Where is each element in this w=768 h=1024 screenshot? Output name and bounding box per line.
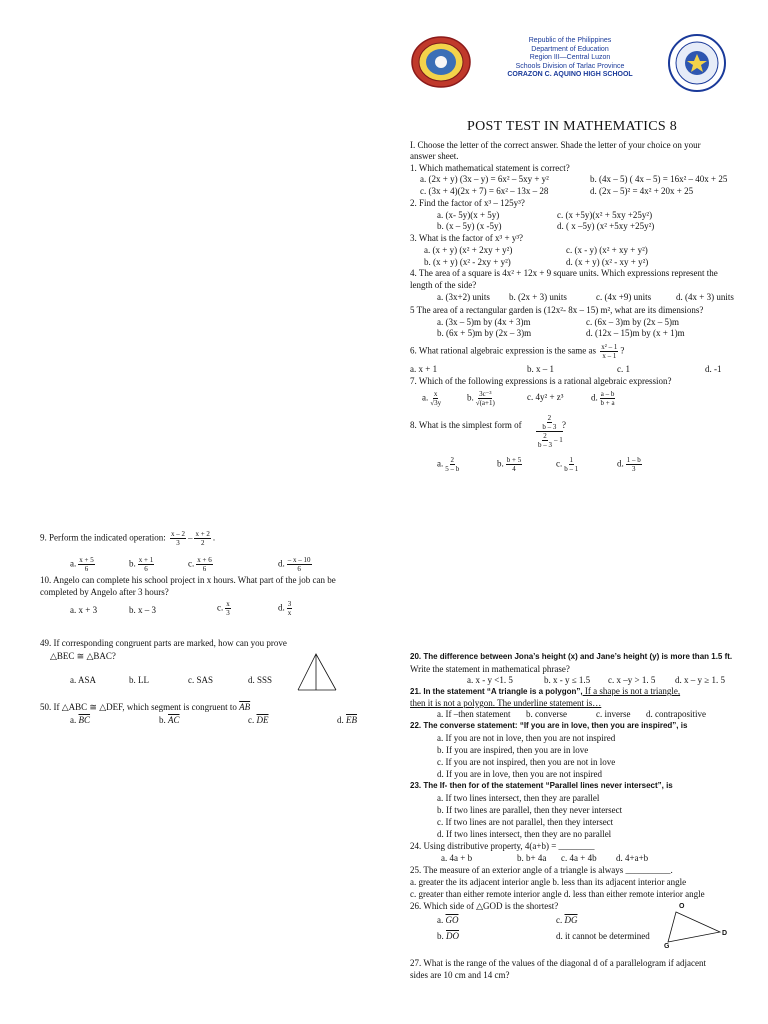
- choice: b. x – 1: [527, 364, 554, 374]
- choice: b. (2x + 3) units: [509, 292, 567, 302]
- instructions-line: I. Choose the letter of the correct answer. Shade the letter of your choice on your: [410, 140, 701, 150]
- instructions-line: answer sheet.: [410, 151, 459, 161]
- question-22: 22. The converse statement: “If you are in love, then you are inspired”, is: [410, 721, 688, 730]
- page-title: POST TEST IN MATHEMATICS 8: [467, 119, 678, 134]
- choice: d. SSS: [248, 675, 273, 685]
- choice: c. 4y² + z³: [527, 392, 564, 402]
- choice: a. $\frac{x}{√3y}$: [422, 390, 442, 407]
- deped-seal-logo: [667, 33, 727, 93]
- question-10: 10. Angelo can complete his school project in x hours. What part of the job can be: [40, 575, 336, 585]
- question-20: 20. The difference between Jona’s height (x) and Jane’s height (y) is more than 1.5 ft.: [410, 652, 733, 661]
- choice: a. (2x + y) (3x – y) = 6x² – 5xy + y²: [420, 174, 549, 184]
- school-name: CORAZON C. AQUINO HIGH SCHOOL: [507, 71, 633, 78]
- question-6: 6. What rational algebraic expression is the same as $\frac{\text{x² – 1}}{x - 1}$ ?: [410, 343, 625, 360]
- choice: c. $\frac{1}{b - 1}$: [556, 456, 579, 473]
- choice: a. x + 1: [410, 364, 438, 374]
- question-21: 21. In the statement “A triangle is a polygon”, If a shape is not a triangle,: [410, 686, 681, 696]
- question-4-cont: length of the side?: [410, 280, 477, 290]
- choice: b. x – 3: [129, 605, 156, 615]
- header-line: Schools Division of Tarlac Province: [515, 62, 625, 70]
- choice: a. (x- 5y)(x + 5y): [437, 210, 500, 220]
- choice: b. $\frac{b + 5}{4}$: [497, 456, 522, 473]
- choice: c. $\frac{x}{3}$: [217, 600, 230, 617]
- choice: c. SAS: [188, 675, 214, 685]
- choice: a. $\overline{GO}$: [437, 915, 459, 925]
- vertex-label: O: [679, 903, 685, 910]
- complex-fraction: $\frac{2}{b - 3}$ $\frac{2}{b - 3}$ – 1: [538, 414, 563, 449]
- choice: c. (3x + 4)(2x + 7) = 6x² – 13x – 28: [420, 186, 549, 196]
- choice: d. $\frac{3}{x}$: [278, 600, 292, 617]
- question-7: 7. Which of the following expressions is a rational algebraic expression?: [410, 376, 672, 386]
- choice: a. $\frac{x + 5}{6}$: [70, 556, 94, 573]
- choice: d. ( x –5y) (x² +5xy +25y²): [557, 221, 655, 231]
- choice: b. $\frac{x + 1}{6}$: [129, 556, 154, 573]
- choice: a. 4a + b: [441, 853, 473, 863]
- choice: b. (x + y) (x² - 2xy + y²): [424, 257, 511, 267]
- choice: d. x – y ≥ 1. 5: [675, 675, 725, 685]
- question-21-cont: then it is not a polygon. The underline statement is…: [410, 698, 602, 708]
- vertex-label: G: [664, 943, 670, 950]
- question-27: 27. What is the range of the values of the diagonal d of a parallelogram if adjacent: [410, 958, 706, 968]
- question-9: 9. Perform the indicated operation: $\frac{x - 2}{3}$ – $\frac{x + 2}{2}$ .: [40, 530, 216, 547]
- school-seal-logo: [409, 34, 473, 90]
- header-line: Republic of the Philippines: [528, 37, 612, 44]
- question-49-cont: △BEC ≅ △BAC?: [50, 651, 116, 661]
- header-block: [490, 37, 650, 80]
- choice: a. (3x+2) units: [437, 292, 490, 302]
- choice: b. (4x – 5) ( 4x – 5) = 16x² – 40x + 25: [590, 174, 728, 184]
- choice: d. (2x – 5)² = 4x² + 20x + 25: [590, 186, 694, 196]
- header-line: Region III—Central Luzon: [529, 54, 611, 61]
- question-4: 4. The area of a square is 4x² + 12x + 9 square units. Which expressions represent the: [410, 268, 718, 278]
- question-49: 49. If corresponding congruent parts are marked, how can you prove: [40, 638, 287, 648]
- choice: a. $\overline{BC}$: [70, 715, 91, 725]
- choice: c. x –y > 1. 5: [608, 675, 656, 685]
- choice: c. (x +5y)(x² + 5xy +25y²): [557, 210, 653, 220]
- question-mark: ?: [562, 420, 566, 430]
- question-1: 1. Which mathematical statement is correct?: [410, 163, 570, 173]
- question-3: 3. What is the factor of x³ + y³?: [410, 233, 524, 243]
- choice: c. $\overline{DE}$: [248, 715, 269, 725]
- choice: c. (x - y) (x² + xy + y²): [566, 245, 648, 255]
- choice: a. greater the its adjacent interior angle b. less than its adjacent interior angle: [410, 877, 687, 887]
- question-8: 8. What is the simplest form of: [410, 420, 522, 430]
- choice: a. x - y <1. 5: [467, 675, 513, 685]
- question-10-cont: completed by Angelo after 3 hours?: [40, 587, 169, 597]
- choice: b. $\frac{\text{3c⁻³}}{√(a+1)}$: [467, 390, 495, 407]
- choice: d. $\frac{- x - 10}{6}$: [278, 556, 311, 573]
- choice: a. x + 3: [70, 605, 98, 615]
- choice: c. (6x – 3)m by (2x – 5)m: [586, 317, 679, 327]
- question-23: 23. The If- then for of the statement “Parallel lines never intersect”, is: [410, 781, 673, 790]
- vertex-label: D: [722, 930, 728, 937]
- choice: c. inverse: [596, 709, 631, 719]
- choice: c. 4a + 4b: [561, 853, 597, 863]
- choice: a. If you are not in love, then you are not inspired: [437, 733, 616, 743]
- choice: a. If two lines intersect, then they are parallel: [437, 793, 600, 803]
- choice: b. If two lines are parallel, then they never intersect: [437, 805, 623, 815]
- choice: d. If you are in love, then you are not inspired: [437, 769, 602, 779]
- question-27-cont: sides are 10 cm and 14 cm?: [410, 970, 510, 980]
- choice: d. (12x – 15)m by (x + 1)m: [586, 328, 685, 338]
- choice: b. (6x + 5)m by (2x – 3)m: [437, 328, 532, 338]
- choice: d. 4+a+b: [616, 853, 649, 863]
- choice: a. $\frac{2}{5 - b}$: [437, 456, 460, 473]
- choice: d. (4x + 3) units: [676, 292, 734, 302]
- question-5: 5 The area of a rectangular garden is (12x²- 8x – 15) m², what are its dimensions?: [410, 305, 704, 315]
- choice: d. $\overline{EB}$: [337, 715, 357, 725]
- choice: d. (x + y) (x² - xy + y²): [566, 257, 649, 267]
- triangle-god-figure: [660, 902, 732, 952]
- choice: b. x - y ≤ 1.5: [544, 675, 591, 685]
- choice: b. If you are inspired, then you are in love: [437, 745, 589, 755]
- question-2: 2. Find the factor of x³ – 125y³?: [410, 198, 525, 208]
- choice: d. If two lines intersect, then they are no parallel: [437, 829, 612, 839]
- choice: c. $\overline{DG}$: [556, 915, 578, 925]
- triangle-figure: [296, 652, 338, 692]
- choice: b. LL: [129, 675, 149, 685]
- choice: b. b+ 4a: [517, 853, 547, 863]
- choice: c. 1: [617, 364, 630, 374]
- header-line: Department of Education: [531, 45, 609, 53]
- question-20-cont: Write the statement in mathematical phrase?: [410, 664, 570, 674]
- choice: b. $\overline{DO}$: [437, 931, 459, 941]
- question-25: 25. The measure of an exterior angle of a triangle is always __________.: [410, 865, 673, 875]
- choice: d. $\frac{a - b}{b + a}$: [591, 390, 615, 407]
- question-50: 50. If △ABC ≅ △DEF, which segment is congruent to $\overline{AB}$: [40, 702, 251, 712]
- choice: a. (x + y) (x² + 2xy + y²): [424, 245, 513, 255]
- choice: a. ASA: [70, 675, 97, 685]
- choice: d. it cannot be determined: [556, 931, 650, 941]
- choice: c. If you are not inspired, then you are not in love: [437, 757, 616, 767]
- choice: c. (4x +9) units: [596, 292, 652, 302]
- choice: c. If two lines are not parallel, then they intersect: [437, 817, 614, 827]
- choice: b. converse: [526, 709, 567, 719]
- fraction: $\frac{\text{x² – 1}}{x - 1}$: [601, 343, 618, 360]
- choice: a. If –then statement: [437, 709, 511, 719]
- choice: d. contrapositive: [646, 709, 706, 719]
- choice: d. $\frac{1 - b}{3}$: [617, 456, 641, 473]
- choice: a. (3x – 5)m by (4x + 3)m: [437, 317, 531, 327]
- choice: b. (x – 5y) (x -5y): [437, 221, 502, 231]
- question-26: 26. Which side of △GOD is the shortest?: [410, 901, 559, 911]
- question-24: 24. Using distributive property, 4(a+b) = ________: [410, 841, 595, 851]
- choice: c. greater than either remote interior angle d. less than either remote interior angle: [410, 889, 705, 899]
- choice: c. $\frac{x + 6}{6}$: [188, 556, 212, 573]
- choice: b. $\overline{AC}$: [159, 715, 180, 725]
- choice: d. -1: [705, 364, 722, 374]
